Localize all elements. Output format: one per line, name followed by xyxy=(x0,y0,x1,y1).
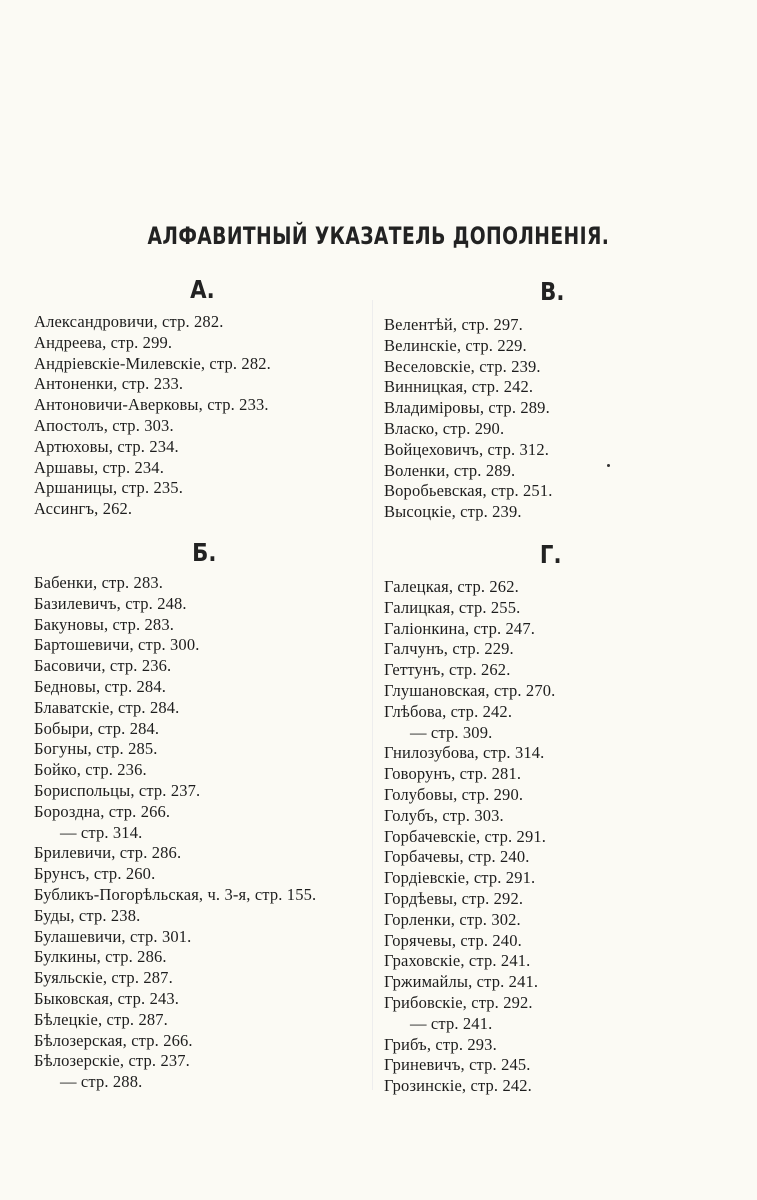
section-b-entries xyxy=(34,573,316,1093)
index-entry: Глушановская, стр. 270. xyxy=(384,680,556,700)
index-entry: Глѣбова, стр. 242. xyxy=(384,701,513,721)
index-entry: Велентѣй, стр. 297. xyxy=(384,315,523,334)
index-entry: Голубовы, стр. 290. xyxy=(384,784,524,804)
index-entry: Артюховы, стр. 234. xyxy=(34,436,179,456)
index-entry: Андріевскіе-Милевскіе, стр. 282. xyxy=(34,353,271,373)
index-entry: Винницкая, стр. 242. xyxy=(384,377,534,397)
index-entry: Гнилозубова, стр. 314. xyxy=(384,743,545,763)
index-entry: Гордіевскіе, стр. 291. xyxy=(384,868,536,888)
index-entry: Горленки, стр. 302. xyxy=(384,909,521,929)
index-entry: Горбачевы, стр. 240. xyxy=(384,847,530,867)
index-entry: Антоненки, стр. 233. xyxy=(34,374,184,394)
index-entry: — стр. 288. xyxy=(60,1072,143,1092)
page-title: АЛФАВИТНЫЙ УКАЗАТЕЛЬ ДОПОЛНЕНІЯ. xyxy=(147,222,610,250)
index-entry: — стр. 309. xyxy=(410,722,493,742)
section-letter-g: Г. xyxy=(539,540,562,569)
index-entry: Галецкая, стр. 262. xyxy=(384,577,519,596)
index-entry: Буды, стр. 238. xyxy=(34,905,141,925)
index-entry: Граховскіе, стр. 241. xyxy=(384,951,531,971)
index-entry: Базилевичъ, стр. 248. xyxy=(34,593,187,613)
index-entry: Войцеховичъ, стр. 312. xyxy=(384,439,550,459)
section-letter-b: Б. xyxy=(192,538,217,567)
ink-speck xyxy=(607,464,610,467)
index-entry: Бѣлозерская, стр. 266. xyxy=(34,1030,193,1050)
index-entry: Галицкая, стр. 255. xyxy=(384,597,521,617)
index-entry: Бакуновы, стр. 283. xyxy=(34,614,174,634)
index-entry: Брилевичи, стр. 286. xyxy=(34,843,182,863)
index-entry: — стр. 241. xyxy=(410,1013,493,1033)
index-entry: Бѣлозерскіе, стр. 237. xyxy=(34,1051,190,1071)
index-entry: Бедновы, стр. 284. xyxy=(34,676,166,696)
index-entry: Воробьевская, стр. 251. xyxy=(384,481,553,501)
index-entry: Грибовскіе, стр. 292. xyxy=(384,992,533,1012)
index-entry: Геттунъ, стр. 262. xyxy=(384,660,511,680)
index-entry: Бобыри, стр. 284. xyxy=(34,718,160,738)
index-entry: Бартошевичи, стр. 300. xyxy=(34,635,200,655)
index-entry: Быковская, стр. 243. xyxy=(34,988,180,1008)
index-entry: Галчунъ, стр. 229. xyxy=(384,639,514,659)
index-entry: Блаватскіе, стр. 284. xyxy=(34,697,180,717)
section-g-entries xyxy=(384,577,555,1097)
index-entry: Булашевичи, стр. 301. xyxy=(34,926,192,946)
index-entry: Грибъ, стр. 293. xyxy=(384,1034,497,1054)
index-entry: Бабенки, стр. 283. xyxy=(34,573,164,592)
index-entry: Веселовскіе, стр. 239. xyxy=(384,356,541,376)
section-v-entries xyxy=(384,315,553,523)
index-entry: Власко, стр. 290. xyxy=(384,418,505,438)
index-entry: Гржимайлы, стр. 241. xyxy=(384,972,539,992)
index-entry: Горбачевскіе, стр. 291. xyxy=(384,826,547,846)
index-entry: Ассингъ, 262. xyxy=(34,499,133,519)
section-a-entries xyxy=(34,312,271,520)
index-entry: Владиміровы, стр. 289. xyxy=(384,398,550,418)
index-entry: Антоновичи-Аверковы, стр. 233. xyxy=(34,395,269,415)
index-entry: Воленки, стр. 289. xyxy=(384,460,516,480)
section-letter-a: А. xyxy=(190,275,215,304)
index-entry: Высоцкіе, стр. 239. xyxy=(384,502,522,522)
index-entry: Апостолъ, стр. 303. xyxy=(34,415,174,435)
index-entry: Бороздна, стр. 266. xyxy=(34,801,171,821)
index-entry: Аршавы, стр. 234. xyxy=(34,457,164,477)
index-entry: Бориспольцы, стр. 237. xyxy=(34,780,201,800)
index-entry: Гриневичъ, стр. 245. xyxy=(384,1055,531,1075)
column-divider xyxy=(372,300,373,1090)
index-entry: Басовичи, стр. 236. xyxy=(34,656,172,676)
section-letter-v: В. xyxy=(540,277,565,306)
index-entry: Булкины, стр. 286. xyxy=(34,947,167,967)
index-entry: Велинскіе, стр. 229. xyxy=(384,335,527,355)
index-entry: Говорунъ, стр. 281. xyxy=(384,764,522,784)
index-entry: Галіонкина, стр. 247. xyxy=(384,618,536,638)
index-entry: — стр. 314. xyxy=(60,822,143,842)
index-entry: Гордѣевы, стр. 292. xyxy=(384,888,524,908)
index-entry: Аршаницы, стр. 235. xyxy=(34,478,183,498)
index-entry: Бѣлецкіе, стр. 287. xyxy=(34,1009,168,1029)
index-entry: Брунсъ, стр. 260. xyxy=(34,864,156,884)
index-entry: Буяльскіе, стр. 287. xyxy=(34,968,173,988)
index-entry: Грозинскіе, стр. 242. xyxy=(384,1076,532,1096)
index-entry: Андреева, стр. 299. xyxy=(34,332,173,352)
index-entry: Бубликъ-Погорѣльская, ч. 3-я, стр. 155. xyxy=(34,884,317,904)
index-entry: Горячевы, стр. 240. xyxy=(384,930,522,950)
index-entry: Александровичи, стр. 282. xyxy=(34,312,224,331)
index-entry: Богуны, стр. 285. xyxy=(34,739,158,759)
index-entry: Голубъ, стр. 303. xyxy=(384,805,504,825)
index-entry: Бойко, стр. 236. xyxy=(34,760,147,780)
